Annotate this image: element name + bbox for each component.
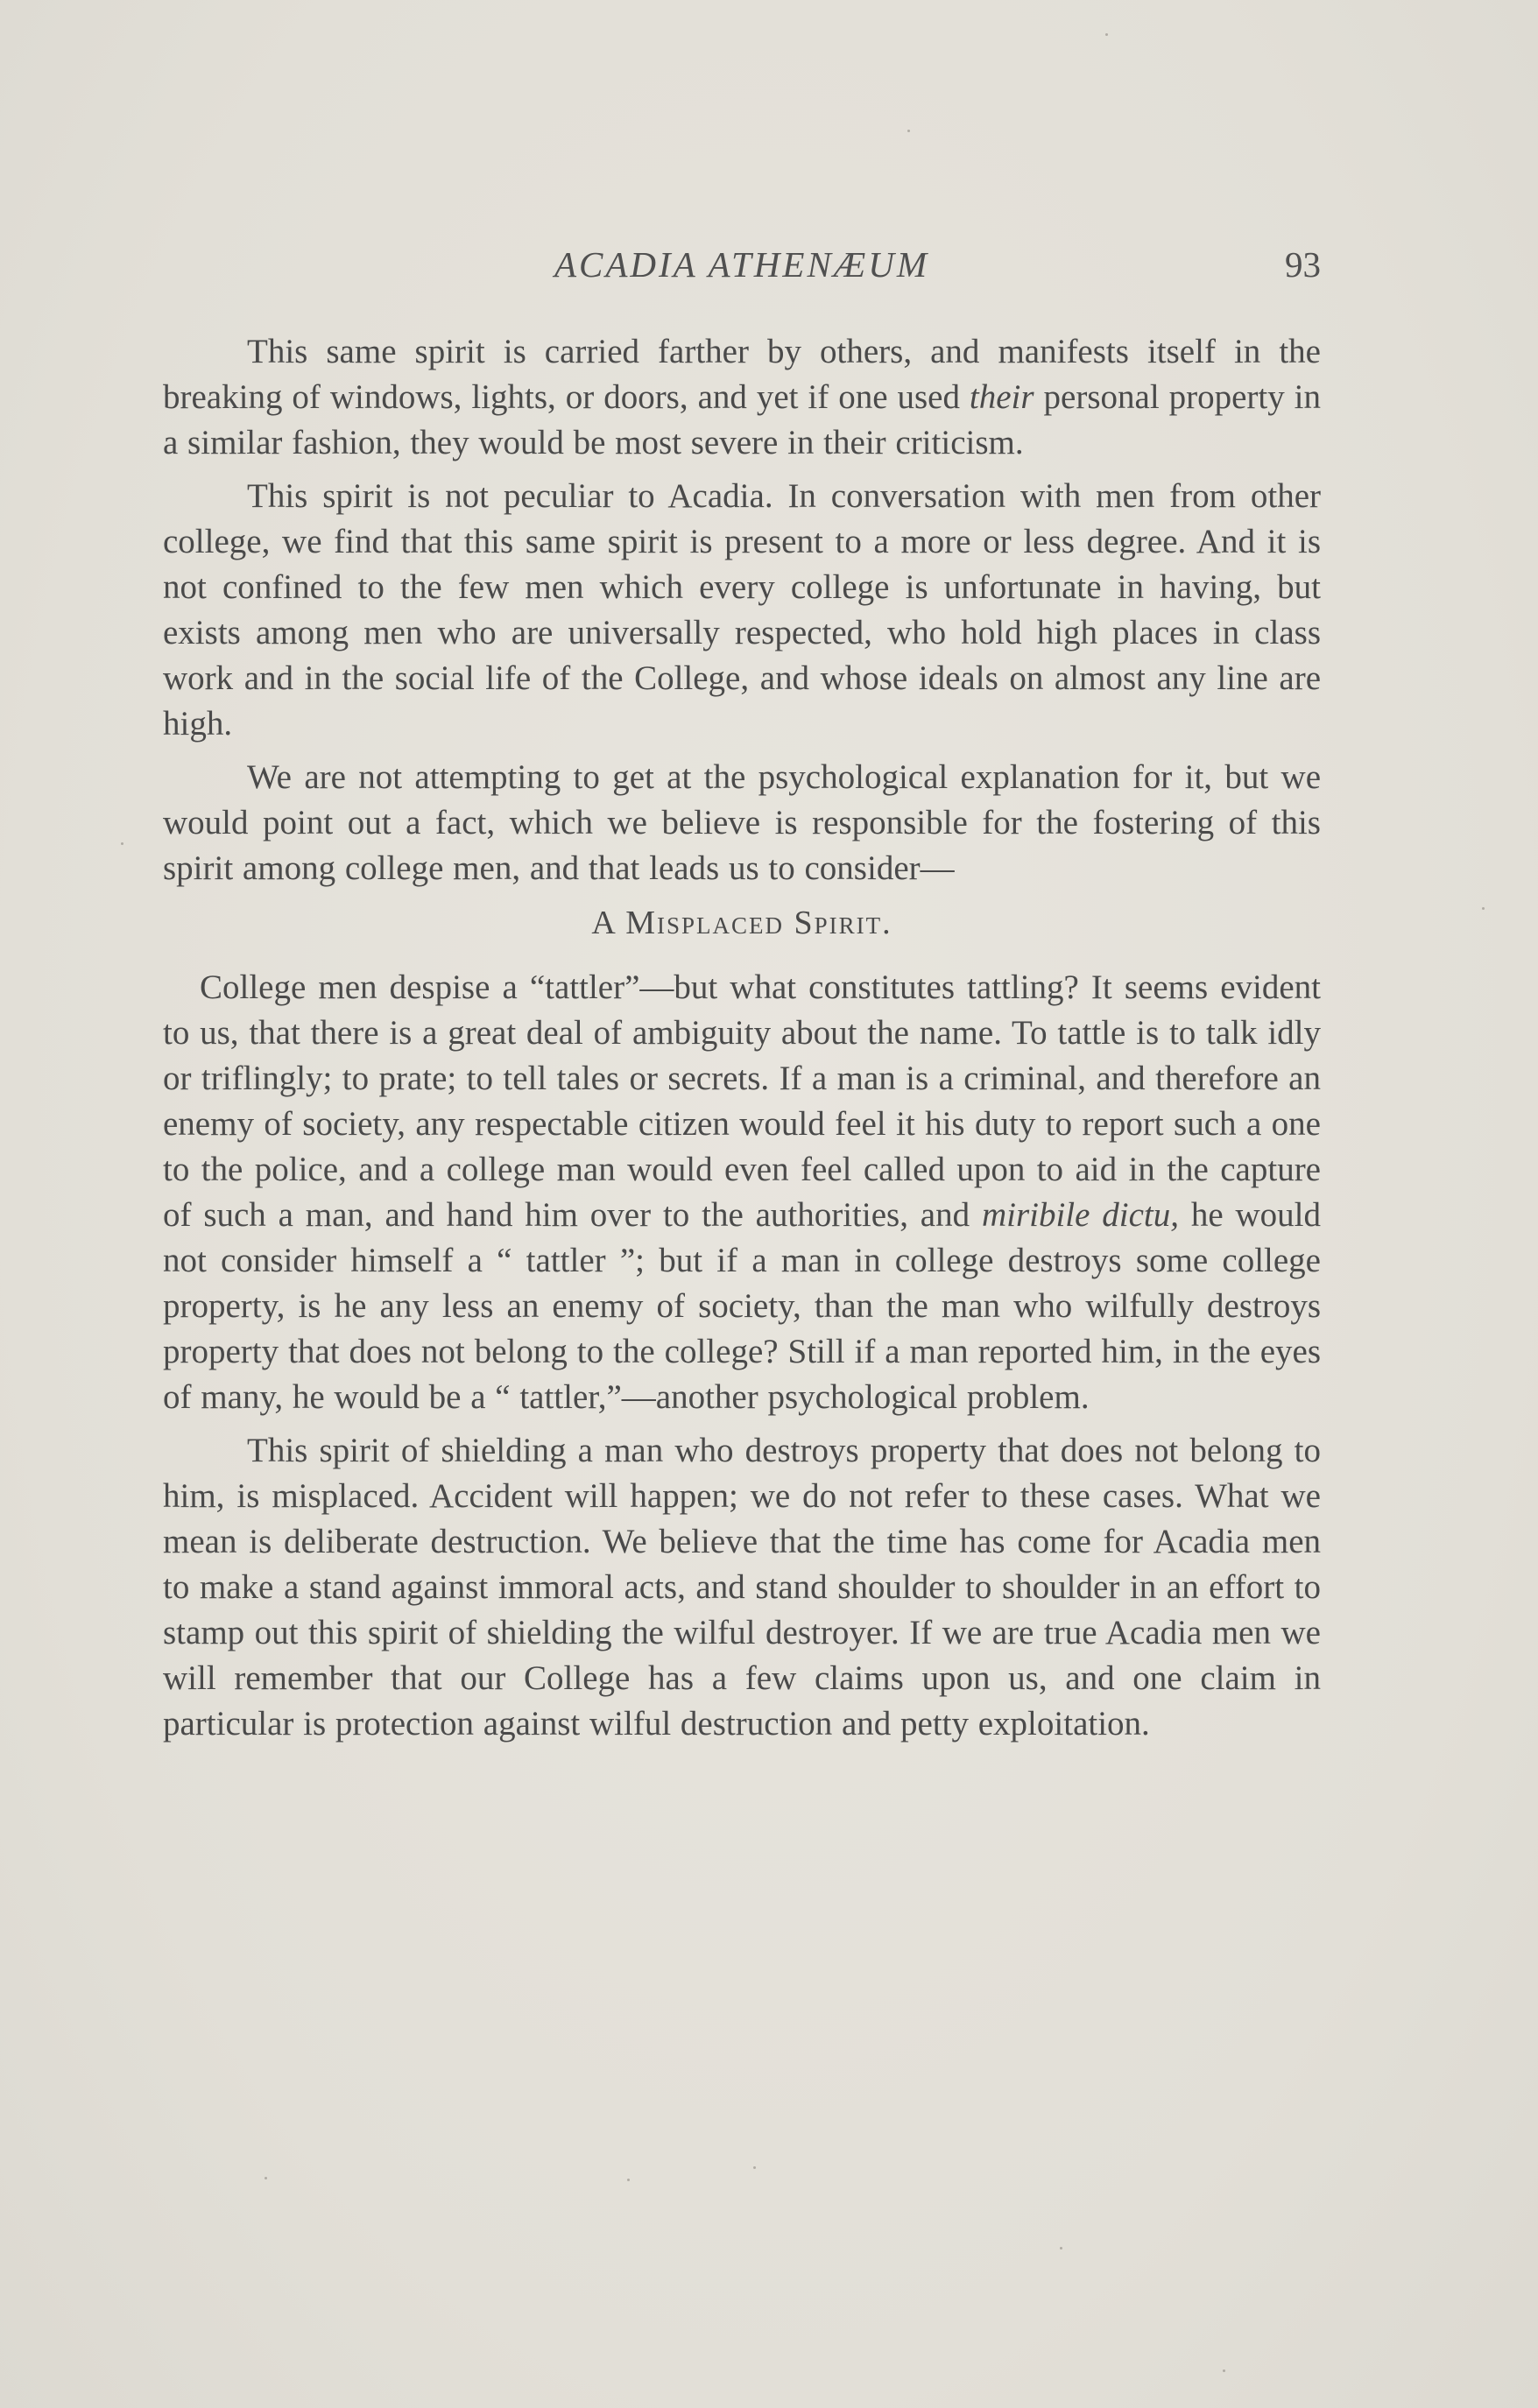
paragraph-4-italic: miribile dictu, — [981, 1196, 1180, 1234]
page-header — [163, 243, 1321, 292]
paper-speck — [907, 130, 910, 132]
running-title: ACADIA ATHENÆUM — [554, 244, 930, 285]
paragraph-3: We are not attempting to get at the psychological explanation for it, but we would point out a fact, which we believe is responsible for the fostering of this spirit among college men, and that leads us to consider— — [163, 758, 1321, 887]
paper-speck — [121, 842, 123, 845]
page-number: 93 — [1285, 244, 1321, 285]
paper-speck — [1105, 33, 1108, 36]
paragraph-4-text-after: he would not consider himself a “ tattler ”; but if a man in college destroys some college property, is he any less an enemy of society, than the man who wilfully destroys property that does not belong to the college? Still if a man reported him, in the eyes of many, he would be a “ tattler,”—another psychological problem. — [163, 1196, 1321, 1416]
paper-speck — [627, 2179, 630, 2181]
paragraph-1-italic: their — [969, 378, 1034, 416]
paper-speck — [1060, 2247, 1062, 2250]
paper-speck — [1482, 907, 1485, 910]
paper-speck — [265, 2177, 267, 2179]
section-heading: A Misplaced Spirit. — [591, 905, 892, 941]
paper-speck — [1223, 2369, 1225, 2372]
paragraph-4 — [163, 965, 1321, 1420]
paragraph-5: This spirit of shielding a man who destroys property that does not belong to him, is misplaced. Accident will happen; we do not refer to these cases. What we mean is deliberate destruction. We believe that the time has come for Acadia men to make a stand against immoral acts, and stand shoulder to shoulder in an effort to stamp out this spirit of shielding the wilful destroyer. If we are true Acadia men we will remember that our College has a few claims upon us, and one claim in particular is protection against wilful destruction and petty exploitation. — [163, 1432, 1321, 1743]
paragraph-1 — [163, 329, 1321, 466]
article-body — [163, 329, 1321, 1755]
paragraph-2: This spirit is not peculiar to Acadia. In conversation with men from other college, we find that this same spirit is present to a more or less degree. And it is not confined to the few men which every college is unfortunate in having, but exists among men who are universally respected, who hold high places in class work and in the social life of the College, and whose ideals on almost any line are high. — [163, 477, 1321, 743]
paragraph-1-text: This same spirit is carried farther by others, and manifests itself in the breaking of windows, lights, or doors, and yet if one used — [163, 333, 1321, 416]
paragraph-4-text: College men despise a “tattler”—but what constitutes tattling? It seems evident to us, that there is a great deal of ambiguity about the name. To tattle is to talk idly or triflingly; to prate; to tell tales or secrets. If a man is a criminal, and therefore an enemy of society, any respectable citizen would feel it his duty to report such a one to the police, and a college man would even feel called upon to aid in the capture of such a man, and hand him over to the authorities, and — [163, 968, 1321, 1234]
paragraph-1-text-after: personal property in a similar fashion, they would be most severe in their criticism. — [163, 378, 1322, 461]
paper-speck — [753, 2166, 756, 2169]
